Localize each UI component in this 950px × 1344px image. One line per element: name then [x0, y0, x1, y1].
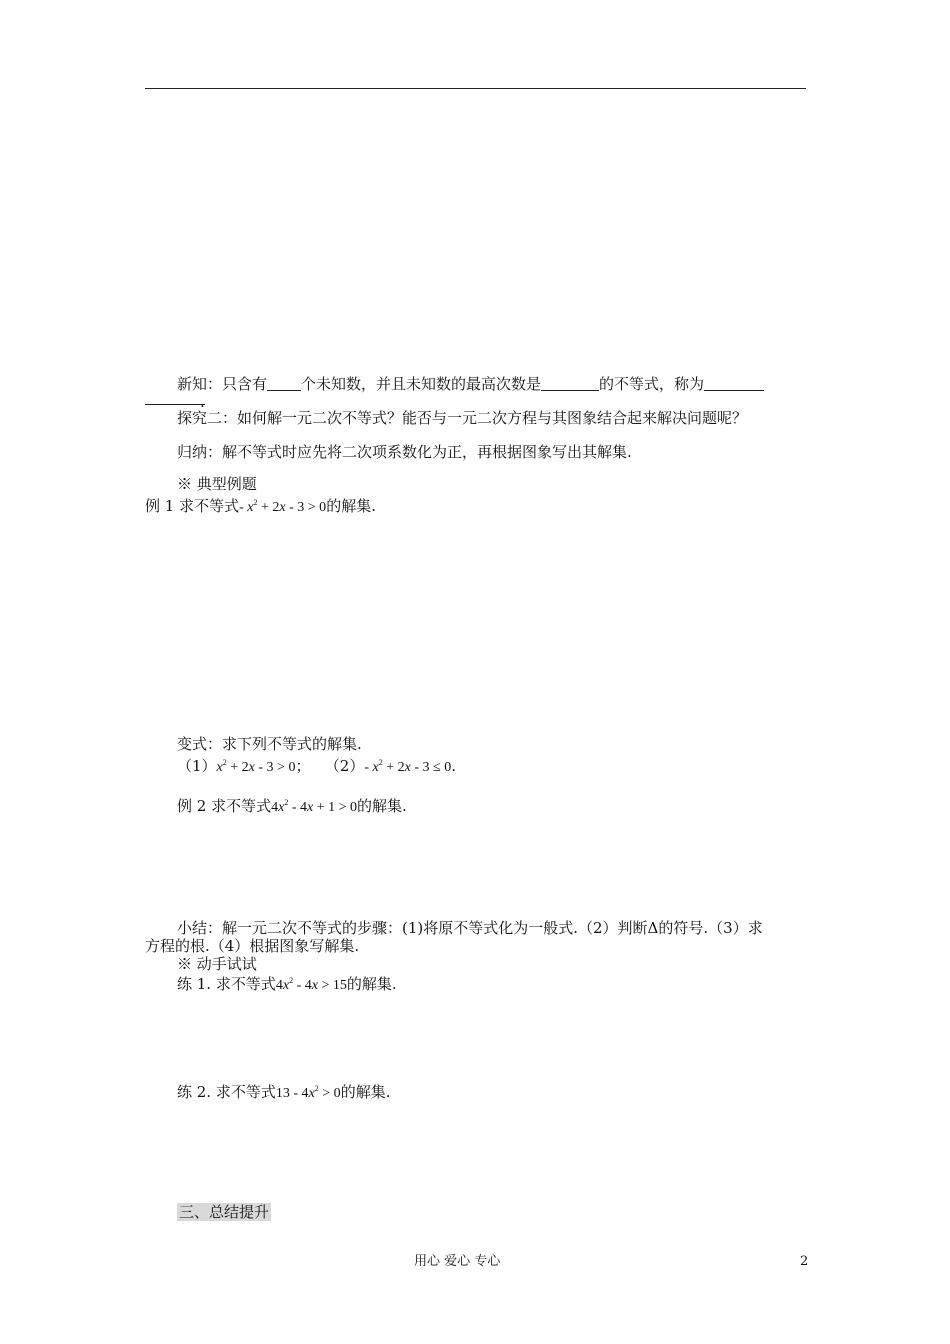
separator: ； [295, 757, 311, 775]
fill-blank-1[interactable] [267, 376, 301, 391]
xinzhi-end-period: . [200, 393, 205, 411]
example-prompt: 求不等式 [179, 497, 240, 515]
example-1 [145, 496, 376, 518]
section-title: 典型例题 [196, 475, 257, 493]
bianshi-items [177, 756, 456, 778]
xinzhi-line [177, 374, 764, 394]
inequality-formula: $13 - 4x^2 > 0$ [275, 1084, 341, 1101]
section-try-it [177, 954, 257, 974]
example-2 [177, 796, 407, 818]
summary-heading-text: 三、总结提升 [179, 1203, 270, 1221]
fill-blank-3[interactable] [704, 376, 764, 391]
example-suffix: 的解集. [326, 497, 376, 515]
page-number: 2 [800, 1254, 809, 1269]
header-rule [145, 88, 806, 89]
section-typical-examples [177, 474, 257, 494]
section-title: 动手试试 [196, 955, 257, 973]
summary-heading [177, 1202, 271, 1222]
inequality-formula: - $x^2 + 2x - 3 \le 0$ [364, 758, 452, 775]
practice-suffix: 的解集. [340, 1083, 391, 1101]
xiaojie-line-2: 方程的根.（4）根据图象写解集. [145, 937, 360, 955]
item-number: （1） [177, 757, 217, 775]
example-prompt: 求不等式 [211, 797, 272, 815]
inequality-formula: $4x^2 - 4x + 1 > 0$ [271, 798, 358, 815]
inequality-formula: $4x^2 - 4x > 15$ [275, 976, 347, 993]
practice-prompt: 求不等式 [215, 1083, 276, 1101]
guina-line: 归纳：解不等式时应先将二次项系数化为正，再根据图象写出其解集. [177, 443, 632, 461]
practice-1 [177, 974, 397, 996]
example-suffix: 的解集. [357, 797, 407, 815]
end-period: . [451, 757, 456, 775]
fill-blank-3-continued[interactable] [145, 404, 205, 405]
practice-label: 练 2. [177, 1083, 212, 1101]
footer-slogan: 用心 爱心 专心 [414, 1254, 501, 1269]
xinzhi-text-2: 个未知数，并且未知数的最高次数是 [301, 375, 542, 393]
xinzhi-text-1: 新知：只含有 [177, 375, 268, 393]
practice-label: 练 1. [177, 975, 212, 993]
practice-suffix: 的解集. [346, 975, 397, 993]
tanjiu-line: 探究二：如何解一元二次不等式？能否与一元二次方程与其图象结合起来解决问题呢？ [177, 409, 748, 427]
practice-2 [177, 1082, 390, 1104]
fill-blank-2[interactable] [541, 376, 599, 391]
item-number: （2） [324, 757, 365, 775]
inequality-formula: - $x^2 + 2x - 3 > 0$ [239, 498, 327, 515]
xiaojie-line-1: 小结：解一元二次不等式的步骤：(1)将原不等式化为一般式.（2）判断Δ的符号.（3）求 [177, 919, 763, 937]
reference-mark-icon: ※ [177, 955, 193, 973]
reference-mark-icon: ※ [177, 475, 193, 493]
example-label: 例 2 [177, 797, 207, 815]
example-label: 例 1 [145, 497, 175, 515]
bianshi-title: 变式：求下列不等式的解集. [177, 735, 362, 753]
inequality-formula: $x^2 + 2x - 3 > 0$ [216, 758, 296, 775]
xinzhi-text-3: 的不等式，称为 [599, 375, 705, 393]
practice-prompt: 求不等式 [215, 975, 276, 993]
